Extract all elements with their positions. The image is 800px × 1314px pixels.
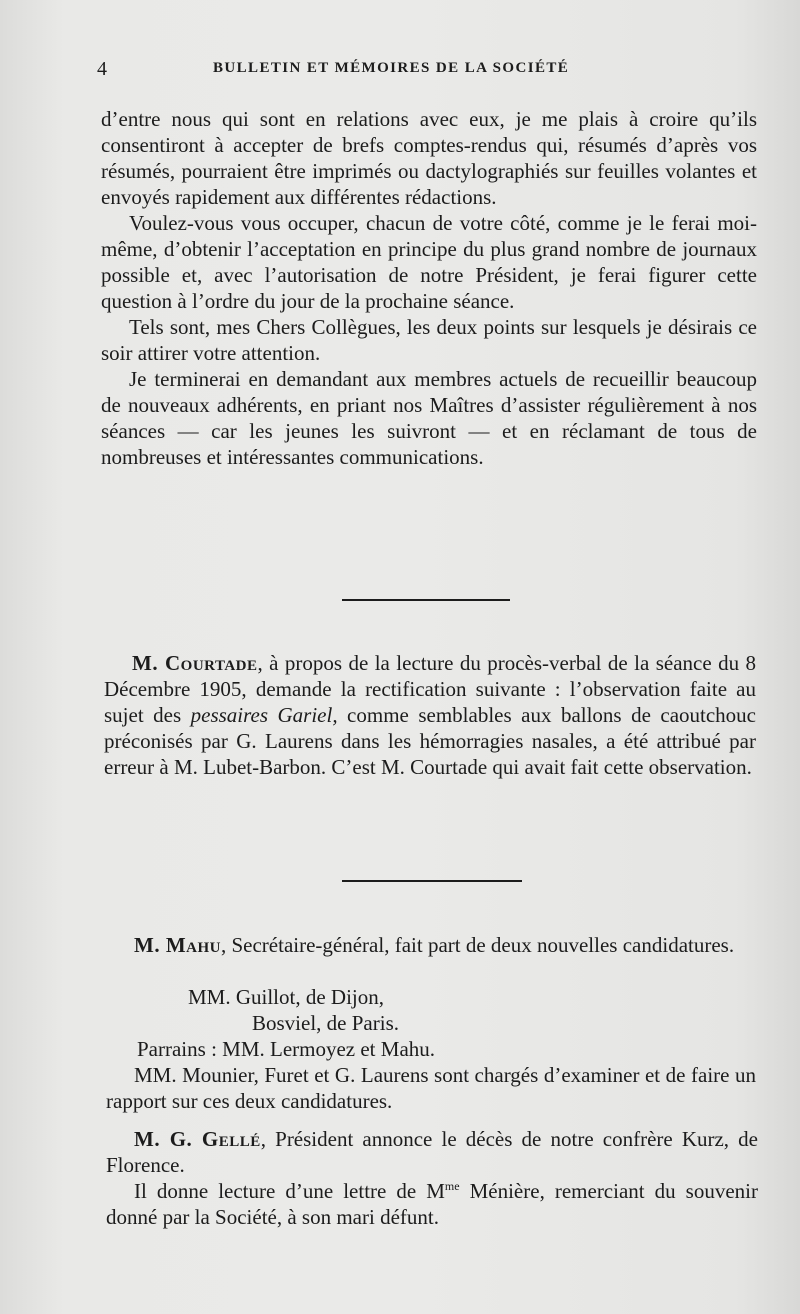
- candidate-line: MM. Guillot, de Dijon,: [188, 985, 385, 1009]
- courtade-section: [104, 650, 756, 780]
- speaker-name: M. Courtade: [132, 651, 258, 675]
- italic-term: pessaires Gariel,: [190, 703, 338, 727]
- paragraph: MM. Mounier, Furet et G. Laurens sont chargés d’examiner et de faire un rapport sur ces deux candidatures.: [106, 1063, 756, 1113]
- text-run: , Secrétaire-général, fait part de deux nouvelles candidatures.: [220, 933, 735, 957]
- text-run: , Président annonce le décès de notre confrère Kurz, de Florence.: [106, 1127, 758, 1177]
- text-run: , à propos de la lecture du procès-verbal de la séance du 8 Décembre 1905, demande la rectification suivante : l’observation faite au sujet des: [104, 651, 756, 727]
- paragraph: [106, 1178, 758, 1230]
- superscript: me: [444, 1179, 460, 1193]
- parrains-line: Parrains : MM. Lermoyez et Mahu.: [137, 1037, 436, 1061]
- section-divider: [342, 880, 522, 882]
- paragraph: [104, 650, 756, 780]
- speaker-name: M. G. Gellé: [134, 1127, 261, 1151]
- paragraph: [106, 1126, 758, 1178]
- galle-section: [106, 1126, 758, 1230]
- paragraph: [106, 932, 756, 958]
- text-run: Il donne lecture d’une lettre de M: [134, 1179, 445, 1203]
- section-divider: [342, 599, 510, 601]
- section-continuation: [101, 106, 757, 470]
- paragraph: Voulez-vous vous occuper, chacun de votre côté, comme je le ferai moi-même, d’obtenir l’acceptation en principe du plus grand nombre de journaux possible et, avec l’autorisation de notre Président, je ferai figurer cette question à l’ordre du jour de la prochaine séance.: [101, 211, 757, 313]
- page-number: 4: [97, 58, 107, 80]
- text-run: comme semblables aux ballons de caoutchouc préconisés par G. Laurens dans les hémorragies nasales, a été attribué par erreur à M. Lubet-Barbon. C’est M. Courtade qui avait fait cette observation.: [104, 703, 757, 779]
- candidate-line: Bosviel, de Paris.: [252, 1011, 399, 1035]
- text-run: Ménière, remerciant du souvenir donné par la Société, à son mari défunt.: [106, 1179, 759, 1229]
- mahu-section: [106, 932, 756, 958]
- page-header: [97, 58, 637, 82]
- speaker-name: M. Mahu: [134, 933, 221, 957]
- paragraph: Tels sont, mes Chers Collègues, les deux points sur lesquels je désirais ce soir attirer votre attention.: [101, 315, 757, 365]
- paragraph: d’entre nous qui sont en relations avec eux, je me plais à croire qu’ils consentiront à accepter de brefs comptes-rendus qui, résumés d’après vos résumés, pourraient être imprimés ou dactylographiés sur feuilles volantes et envoyés rapidement aux différentes rédactions.: [101, 107, 757, 209]
- rapport-section: [106, 1062, 756, 1114]
- running-title: BULLETIN ET MÉMOIRES DE LA SOCIÉTÉ: [213, 60, 570, 76]
- paragraph: Je terminerai en demandant aux membres actuels de recueillir beaucoup de nouveaux adhérents, en priant nos Maîtres d’assister régulièrement à nos séances — car les jeunes les suivront — et en réclamant de tous de nombreuses et intéressantes communications.: [101, 367, 757, 469]
